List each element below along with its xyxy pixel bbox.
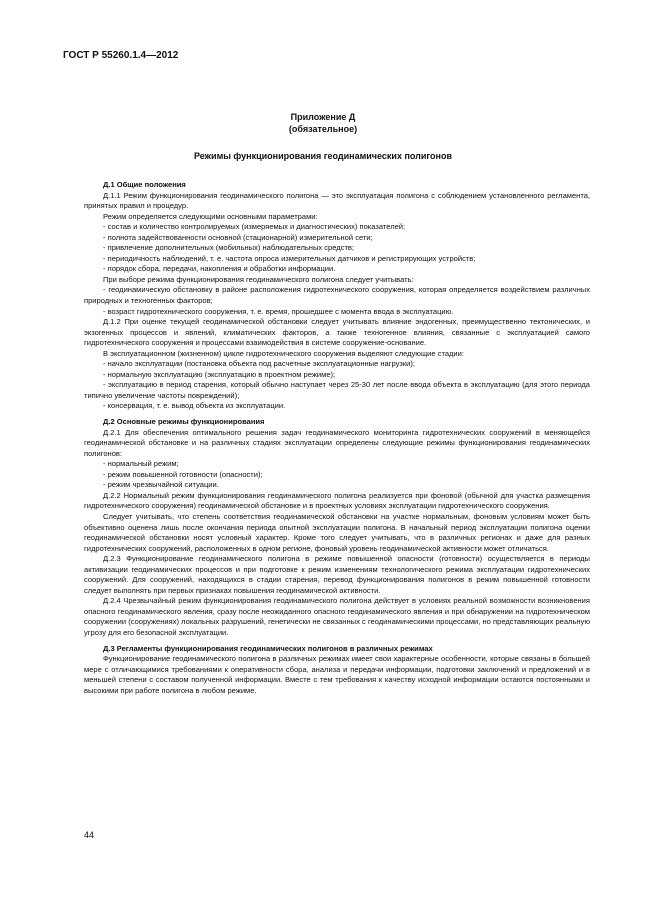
paragraph: Д.1.1 Режим функционирования геодинамического полигона — это эксплуатация полигона с соблюдением установленного регламента, принятых правил и процедур.	[84, 190, 590, 211]
paragraph: В эксплуатационном (жизненном) цикле гидротехнического сооружения выделяют следующие стадии:	[103, 348, 464, 358]
page-number: 44	[84, 830, 95, 840]
paragraph: Следует учитывать, что степень соответствия геодинамической обстановки на участке нормальным, фоновым условиям может быть объективно оценена лишь после окончания периода опытной эксплуатации полигона. В начальный период эксплуатации полигона оценки геодинамической обстановки носят условный характер. Кроме того следует учитывать, что в различных регионах и даже для разных гидротехнических сооружений, расположенных в одном регионе, фоновый уровень геодинамической активности может отличаться.	[84, 511, 590, 553]
paragraph: Д.1.2 При оценке текущей геодинамической обстановки следует учитывать влияние эндогенных, преимущественно тектонических, и экзогенных процессов и явлений, климатических факторов, а также техногенное влияния, связанные с эксплуатацией самого гидротехнического сооружения и процессами взаимодействия в системе сооружение-основание.	[84, 317, 590, 348]
appendix-note: (обязательное)	[288, 124, 358, 134]
paragraph: Д.2.3 Функционирование геодинамического полигона в режиме повышенной опасности (готовности) осуществляется в периоды активизации геодинамических процессов и при подготовке к режим изменениям технологического режима эксплуатации гидротехнических сооружений. Для сооружений, находящихся в стадии старения, перевод функционирования полигонов в режим повышенной готовности следует выполнять при первых признаках повышения геодинамической активности.	[84, 554, 590, 595]
list-item: - полнота задействованности основной (стационарной) измерительной сети;	[103, 232, 373, 242]
list-item: - состав и количество контролируемых (измеряемых и диагностических) показателей;	[103, 222, 406, 232]
paragraph: При выборе режима функционирования геодинамического полигона следует учитывать:	[103, 274, 414, 284]
page-title: Режимы функционирования геодинамических полигонов	[193, 151, 453, 161]
paragraph: Функционирование геодинамического полигона в различных режимах имеет свои характерные особенности, которые связаны в большей мере с отличающимися требованиями к оперативности сбора, анализа и передачи информации, подготовки заключений и предложений и в меньшей степени с составом полученной информации. Вместе с тем требования к качеству исходной информации остаются постоянными и высокими при работе полигона в любом режиме.	[84, 654, 590, 695]
list-item: - геодинамическую обстановку в районе расположения гидротехнического сооружения, которая определяется воздействием различных природных и техногенных факторов;	[84, 285, 590, 306]
list-item: - возраст гидротехнического сооружения, т. е. время, прошедшее с момента ввода в эксплуатацию.	[103, 306, 454, 316]
list-item: - привлечение дополнительных (мобильных) наблюдательных средств;	[103, 243, 355, 253]
paragraph: Режим определяется следующими основными параметрами:	[103, 211, 318, 221]
document-body	[84, 180, 590, 696]
list-item: - режим чрезвычайной ситуации.	[103, 480, 219, 490]
list-item: - порядок сбора, передачи, накопления и обработки информации.	[103, 264, 336, 274]
paragraph: Д.2.1 Для обеспечения оптимального решения задач геодинамического мониторинга гидротехнических сооружений в меняющейся геодинамической обстановке и на различных стадиях эксплуатации определены следующие режимы функционирования геодинамических полигонов:	[84, 427, 590, 458]
list-item: - периодичность наблюдений, т. е. частота опроса измерительных датчиков и регистрирующих устройств;	[103, 253, 476, 263]
list-item: - эксплуатацию в период старения, который обычно наступает через 25-30 лет после ввода объекта в эксплуатацию (для этого периода типично увеличение частоты повреждений);	[84, 380, 590, 400]
section-heading-3: Д.3 Регламенты функционирования геодинамических полигонов в различных режимах	[103, 643, 433, 653]
paragraph: Д.2.2 Нормальный режим функционирования геодинамического полигона реализуется при фоновой (обычной для участка размещения гидротехнического сооружения) геодинамической обстановке и в проектных условиях эксплуатации гидротехнического сооружения.	[84, 490, 590, 511]
appendix-title: Приложение Д	[290, 112, 356, 122]
section-heading-2: Д.2 Основные режимы функционирования	[103, 417, 265, 427]
list-item: - режим повышенной готовности (опасности);	[103, 469, 263, 479]
list-item: - нормальную эксплуатацию (эксплуатацию в проектном режиме);	[103, 369, 336, 379]
list-item: - начало эксплуатации (постановка объекта под расчетные эксплуатационные нагрузки);	[103, 359, 415, 369]
list-item: - консервация, т. е. вывод объекта из эксплуатации.	[103, 401, 286, 411]
list-item: - нормальный режим;	[103, 459, 179, 469]
paragraph: Д.2.4 Чрезвычайный режим функционирования геодинамического полигона действует в условиях реальной возможности возникновения опасного геодинамического явления, сразу после неожиданного опасного геодинамического явления и при обнаружении на гидротехническом сооружении (сооружениях) локальных разрушений, генетически не связанных с геодинамическими процессами, но представляющих реальную угрозу для его безопасной эксплуатации.	[84, 596, 590, 637]
standard-header: ГОСТ Р 55260.1.4—2012	[63, 50, 179, 61]
section-heading-1: Д.1 Общие положения	[103, 180, 186, 189]
